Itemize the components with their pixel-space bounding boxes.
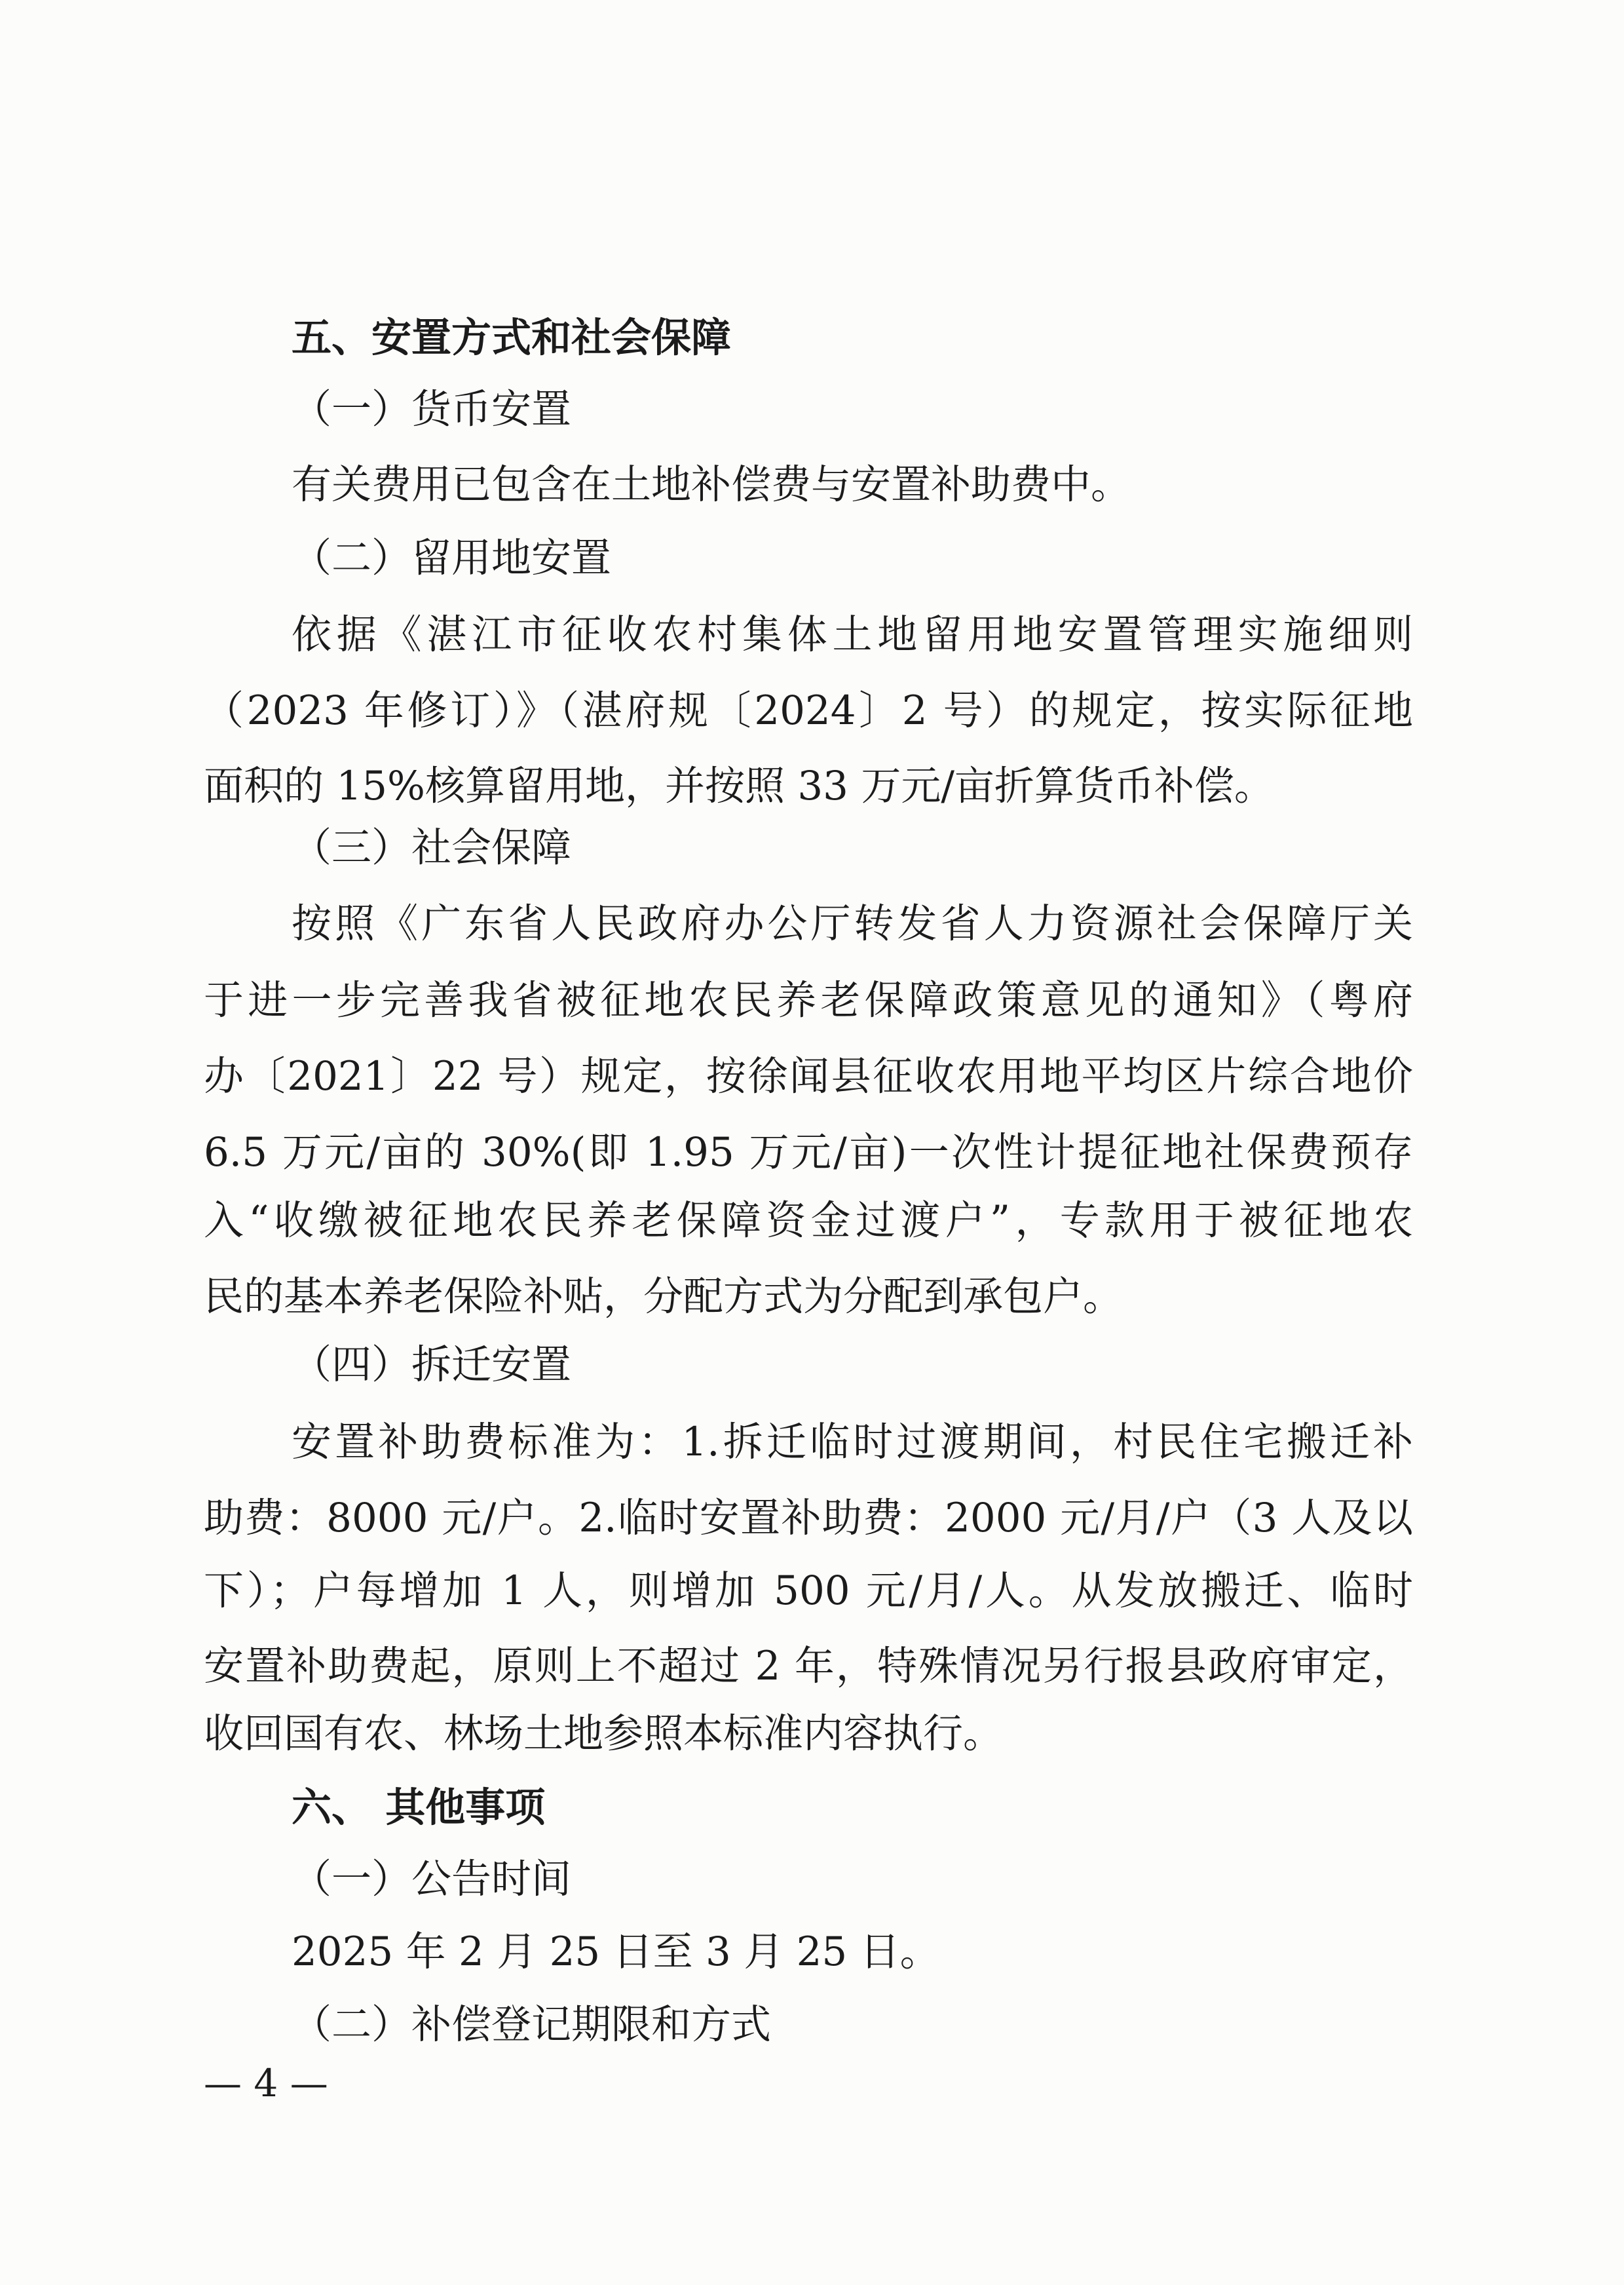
demolition-paragraph-line: 收回国有农、林场土地参照本标准内容执行。 — [204, 1710, 1004, 1757]
social-security-paragraph-line: 于进一步完善我省被征地农民养老保障政策意见的通知》（粤府 — [204, 977, 1413, 1024]
demolition-paragraph-line: 安置补助费标准为：1.拆迁临时过渡期间，村民住宅搬迁补 — [292, 1419, 1413, 1465]
subsection-announcement-time-heading: （一）公告时间 — [292, 1856, 572, 1902]
demolition-paragraph-line: 助费：8000 元/户。2.临时安置补助费：2000 元/月/户（3 人及以 — [204, 1495, 1413, 1541]
demolition-paragraph-line: 安置补助费起，原则上不超过 2 年，特殊情况另行报县政府审定， — [204, 1643, 1413, 1689]
reserved-land-paragraph-line: 面积的 15%核算留用地，并按照 33 万元/亩折算货币补偿。 — [204, 763, 1274, 809]
section-5-heading: 五、安置方式和社会保障 — [292, 315, 732, 361]
subsection-registration-heading: （二）补偿登记期限和方式 — [292, 2001, 772, 2048]
subsection-reserved-land-heading: （二）留用地安置 — [292, 535, 612, 581]
social-security-paragraph-line: 办〔2021〕22 号）规定，按徐闻县征收农用地平均区片综合地价 — [204, 1053, 1413, 1100]
demolition-paragraph-line: 下）；户每增加 1 人，则增加 500 元/月/人。从发放搬迁、临时 — [204, 1567, 1413, 1614]
reserved-land-paragraph-line: 依据《湛江市征收农村集体土地留用地安置管理实施细则 — [292, 611, 1413, 658]
subsection-demolition-heading: （四）拆迁安置 — [292, 1341, 572, 1388]
subsection-monetary-heading: （一）货币安置 — [292, 386, 572, 432]
section-6-heading: 六、 其他事项 — [292, 1784, 546, 1831]
social-security-paragraph-line: 按照《广东省人民政府办公厅转发省人力资源社会保障厅关 — [292, 900, 1413, 947]
reserved-land-paragraph-line: （2023 年修订）》（湛府规〔2024〕2 号）的规定，按实际征地 — [204, 687, 1413, 734]
page-number: — 4 — — [204, 2061, 328, 2105]
social-security-paragraph-line: 民的基本养老保险补贴，分配方式为分配到承包户。 — [204, 1273, 1124, 1320]
announcement-time-paragraph-line: 2025 年 2 月 25 日至 3 月 25 日。 — [292, 1929, 940, 1975]
social-security-paragraph-line: 6.5 万元/亩的 30%(即 1.95 万元/亩)一次性计提征地社保费预存 — [204, 1129, 1413, 1176]
social-security-paragraph-line: 入“收缴被征地农民养老保障资金过渡户”，专款用于被征地农 — [204, 1197, 1413, 1244]
monetary-paragraph-line: 有关费用已包含在土地补偿费与安置补助费中。 — [292, 461, 1131, 508]
subsection-social-security-heading: （三）社会保障 — [292, 824, 572, 871]
